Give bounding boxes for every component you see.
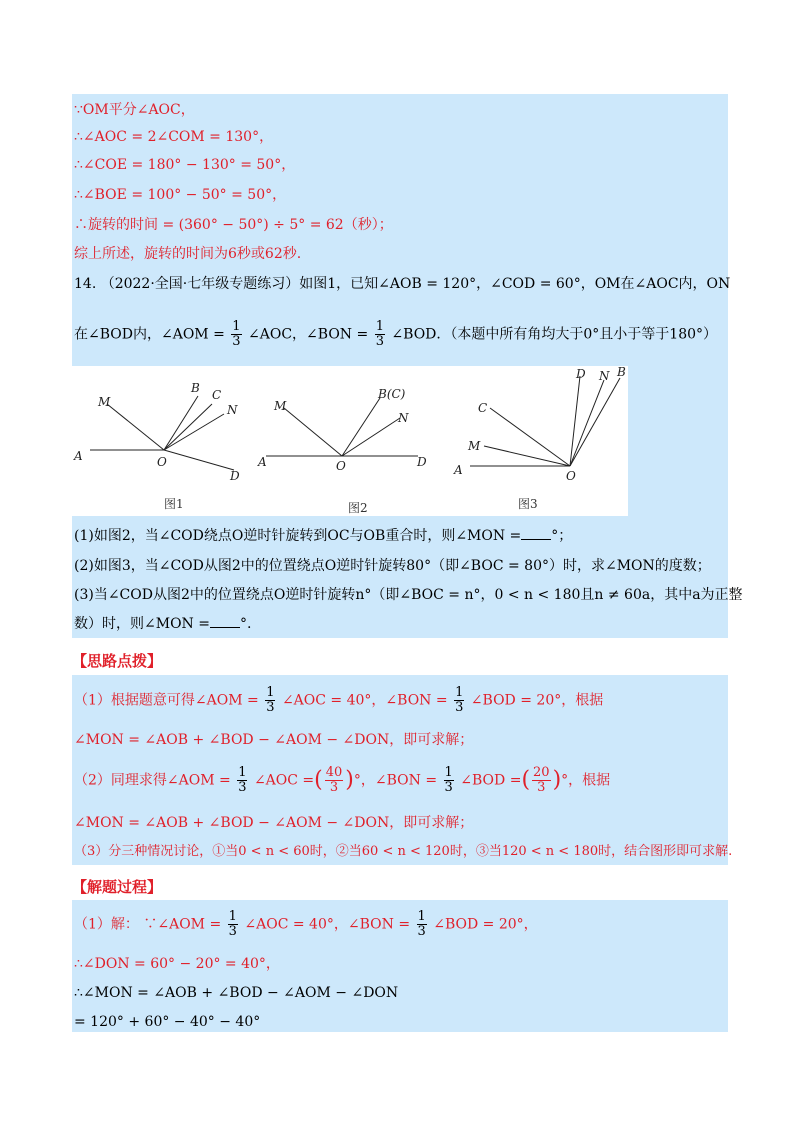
svg-text:M: M <box>274 399 287 413</box>
fig3-caption: 图3 <box>518 497 538 511</box>
prev-line-4: ∴∠BOE = 100° − 50° = 50°， <box>74 187 287 203</box>
question-3-line-2: 数）时，则∠MON = °. <box>74 616 252 632</box>
hint-title: 【思路点拨】 <box>72 652 163 670</box>
prev-line-1: ∵OM平分∠AOC， <box>74 102 195 118</box>
question-3-line-1: (3)当∠COD从图2中的位置绕点O逆时针旋转n°（即∠BOC = n°，0 < n < 180且n ≠ 60a，其中a为正整 <box>74 587 743 603</box>
svg-text:C: C <box>478 401 488 415</box>
fraction-one-third: $\frac{1}{3}$ <box>266 685 275 715</box>
fraction-40-3: $\frac{40}{3}$ <box>325 765 343 795</box>
problem-line-2 <box>74 320 717 349</box>
fraction-one-third: $\frac{1}{3}$ <box>444 765 453 795</box>
prev-line-3: ∴∠COE = 180° − 130° = 50°， <box>74 157 296 173</box>
solution-line-1: （1）解： ∵∠AOM = $\frac{1}{3}$ ∠AOC = 40°，∠BON = $\frac{1}{3}$ ∠BOD = 20°， <box>74 909 538 939</box>
fraction-one-third: $\frac{1}{3}$ <box>232 319 241 349</box>
figures-panel <box>72 366 628 516</box>
fig2-caption: 图2 <box>348 501 368 515</box>
svg-text:A: A <box>454 463 463 477</box>
fig1-caption: 图1 <box>164 497 184 511</box>
fig2-bc-label: B(C) <box>378 387 406 401</box>
hint-line-4: ∠MON = ∠AOB + ∠BOD − ∠AOM − ∠DON，即可求解； <box>74 815 474 831</box>
answer-blank <box>521 527 551 540</box>
svg-text:B: B <box>617 366 626 379</box>
prev-line-5: ∴旋转的时间 = (360° − 50°) ÷ 5° = 62（秒）； <box>74 217 393 233</box>
svg-text:A: A <box>74 449 83 463</box>
fraction-one-third: $\frac{1}{3}$ <box>455 685 464 715</box>
svg-text:N: N <box>227 403 238 417</box>
svg-text:C: C <box>212 388 222 402</box>
svg-text:M: M <box>98 395 111 409</box>
fraction-20-3: $\frac{20}{3}$ <box>533 765 550 795</box>
svg-text:N: N <box>398 411 409 425</box>
fraction-one-third: $\frac{1}{3}$ <box>417 909 426 939</box>
svg-text:M: M <box>468 439 481 453</box>
solution-line-4: = 120° + 60° − 40° − 40° <box>74 1014 261 1030</box>
question-2: (2)如图3，当∠COD从图2中的位置绕点O逆时针旋转80°（即∠BOC = 80°）时，求∠MON的度数； <box>74 558 711 574</box>
problem-line-2c: ∠BOD．（本题中所有角均大于0°且小于等于180°） <box>391 326 718 343</box>
prev-line-2: ∴∠AOC = 2∠COM = 130°， <box>74 129 274 145</box>
svg-text:B: B <box>191 381 200 395</box>
problem-line-2b: ∠AOC，∠BON = <box>248 326 369 343</box>
prev-line-6: 综上所述，旋转的时间为6秒或62秒. <box>74 246 302 262</box>
svg-text:D: D <box>576 367 586 381</box>
solution-title: 【解题过程】 <box>72 878 163 896</box>
question-1: (1)如图2，当∠COD绕点O逆时针旋转到OC与OB重合时，则∠MON = °； <box>74 528 573 544</box>
svg-text:O: O <box>336 459 346 473</box>
hint-line-1: （1）根据题意可得∠AOM = $\frac{1}{3}$ ∠AOC = 40°，∠BON = $\frac{1}{3}$ ∠BOD = 20°，根据 <box>74 685 604 715</box>
hint-line-3: （2）同理求得∠AOM = $\frac{1}{3}$ ∠AOC =( $\frac{40}{3}$ )°，∠BON = $\frac{1}{3}$ ∠BOD =( $\frac{20}{3}$ )°，根据 <box>74 765 611 795</box>
geometry-figures <box>72 366 628 516</box>
svg-text:N: N <box>599 369 610 383</box>
problem-line-1: 14. （2022·全国·七年级专题练习）如图1，已知∠AOB = 120°，∠COD = 60°，OM在∠AOC内，ON <box>74 276 731 292</box>
hint-line-2: ∠MON = ∠AOB + ∠BOD − ∠AOM − ∠DON，即可求解； <box>74 732 474 748</box>
fraction-one-third: $\frac{1}{3}$ <box>238 765 247 795</box>
solution-line-3: ∴∠MON = ∠AOB + ∠BOD − ∠AOM − ∠DON <box>74 985 399 1001</box>
solution-line-2: ∴∠DON = 60° − 20° = 40°， <box>74 956 280 972</box>
answer-blank <box>210 615 240 628</box>
figure-2 <box>266 398 418 456</box>
fraction-one-third: $\frac{1}{3}$ <box>375 319 384 349</box>
svg-text:A: A <box>258 455 267 469</box>
svg-text:O: O <box>157 455 167 469</box>
fraction-one-third: $\frac{1}{3}$ <box>228 909 237 939</box>
figure-3 <box>470 376 620 466</box>
svg-text:O: O <box>566 469 576 483</box>
hint-line-5: （3）分三种情况讨论，①当0 < n < 60时，②当60 < n < 120时，③当120 < n < 180时，结合图形即可求解. <box>74 844 733 859</box>
svg-text:D: D <box>417 455 427 469</box>
problem-line-2a: 在∠BOD内，∠AOM = <box>74 326 225 343</box>
svg-text:D: D <box>230 469 240 483</box>
